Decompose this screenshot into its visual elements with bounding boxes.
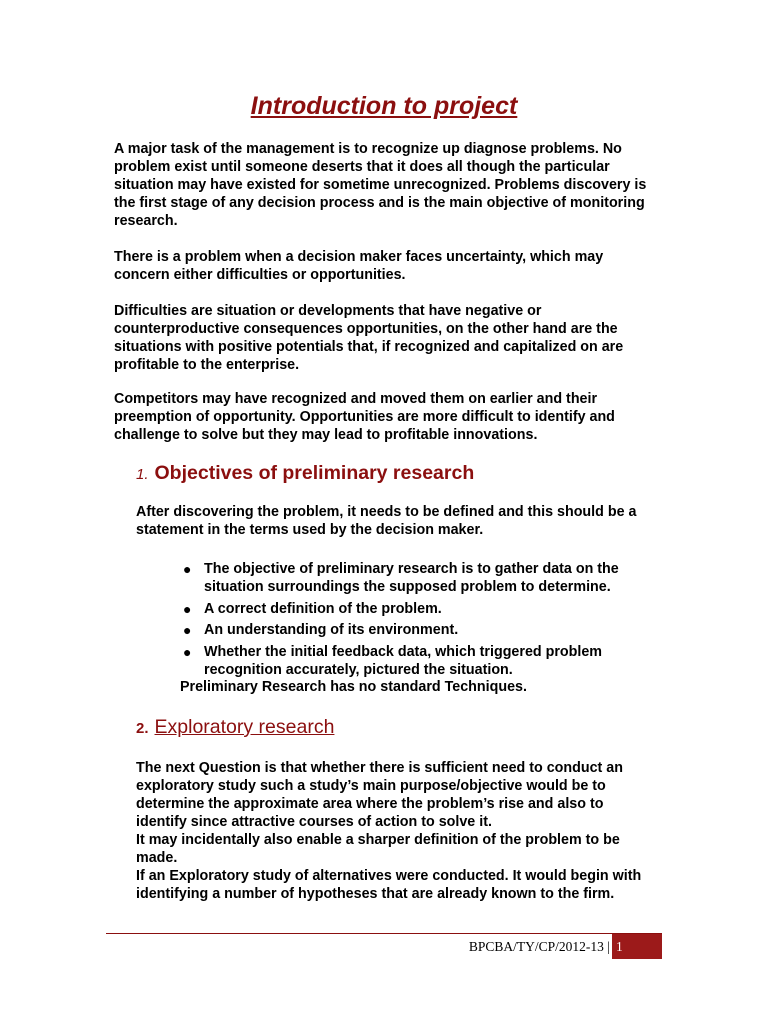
section-2-heading — [136, 714, 334, 742]
section-2-title: Exploratory research — [154, 716, 335, 738]
page-title: Introduction to project — [250, 92, 518, 120]
section-1-heading — [136, 460, 474, 488]
section-2-number: 2. — [136, 720, 149, 737]
footer-document-code: BPCBA/TY/CP/2012-13 | — [468, 939, 610, 954]
objectives-list — [180, 560, 660, 682]
footer-page-number: 1 — [612, 934, 662, 959]
section-1-closing: Preliminary Research has no standard Techniques. — [180, 679, 527, 695]
bullet-icon: ● — [183, 561, 192, 577]
bullet-icon: ● — [183, 600, 192, 617]
section-1-title: Objectives of preliminary research — [154, 462, 475, 484]
section-1-intro: After discovering the problem, it needs to be defined and this should be a statement in the terms used by the decision maker. — [136, 504, 637, 538]
list-item: ● The objective of preliminary research is to gather data on the situation surroundings the supposed problem to determine. — [183, 561, 619, 595]
paragraph-1: A major task of the management is to recognize up diagnose problems. No problem exist until someone deserts that it does all though the particular situation may have existed for sometime unrecognized. Problems discovery is the first stage of any decision process and is the main objective of monitoring research. — [114, 141, 647, 229]
footer-divider — [106, 933, 662, 934]
section-2-paragraph-3: If an Exploratory study of alternatives were conducted. It would begin with identifying a number of hypotheses that are already known to the firm. — [136, 868, 642, 902]
list-item: ● A correct definition of the problem. — [183, 600, 442, 617]
bullet-icon: ● — [183, 643, 192, 660]
list-item: ● Whether the initial feedback data, which triggered problem recognition accurately, pictured the situation. — [183, 643, 602, 678]
paragraph-3: Difficulties are situation or developments that have negative or counterproductive consequences opportunities, on the other hand are the situations with positive potentials that, if recognized and capitalized on are profitable to the enterprise. — [114, 303, 624, 373]
section-2-paragraph-2: It may incidentally also enable a sharper definition of the problem to be made. — [136, 832, 620, 866]
bullet-icon: ● — [183, 622, 192, 638]
section-2-paragraph-1: The next Question is that whether there is sufficient need to conduct an exploratory study such a study’s main purpose/objective would be to determine the approximate area where the problem’s rise and also to identify since attractive courses of action to solve it. — [136, 760, 623, 830]
section-1-number: 1. — [136, 466, 149, 483]
paragraph-2: There is a problem when a decision maker faces uncertainty, which may concern either difficulties or opportunities. — [114, 249, 604, 283]
paragraph-4: Competitors may have recognized and moved them on earlier and their preemption of opportunity. Opportunities are more difficult to identify and challenge to solve but they may lead to profitable innovations. — [114, 391, 615, 443]
list-item: ● An understanding of its environment. — [183, 622, 459, 638]
